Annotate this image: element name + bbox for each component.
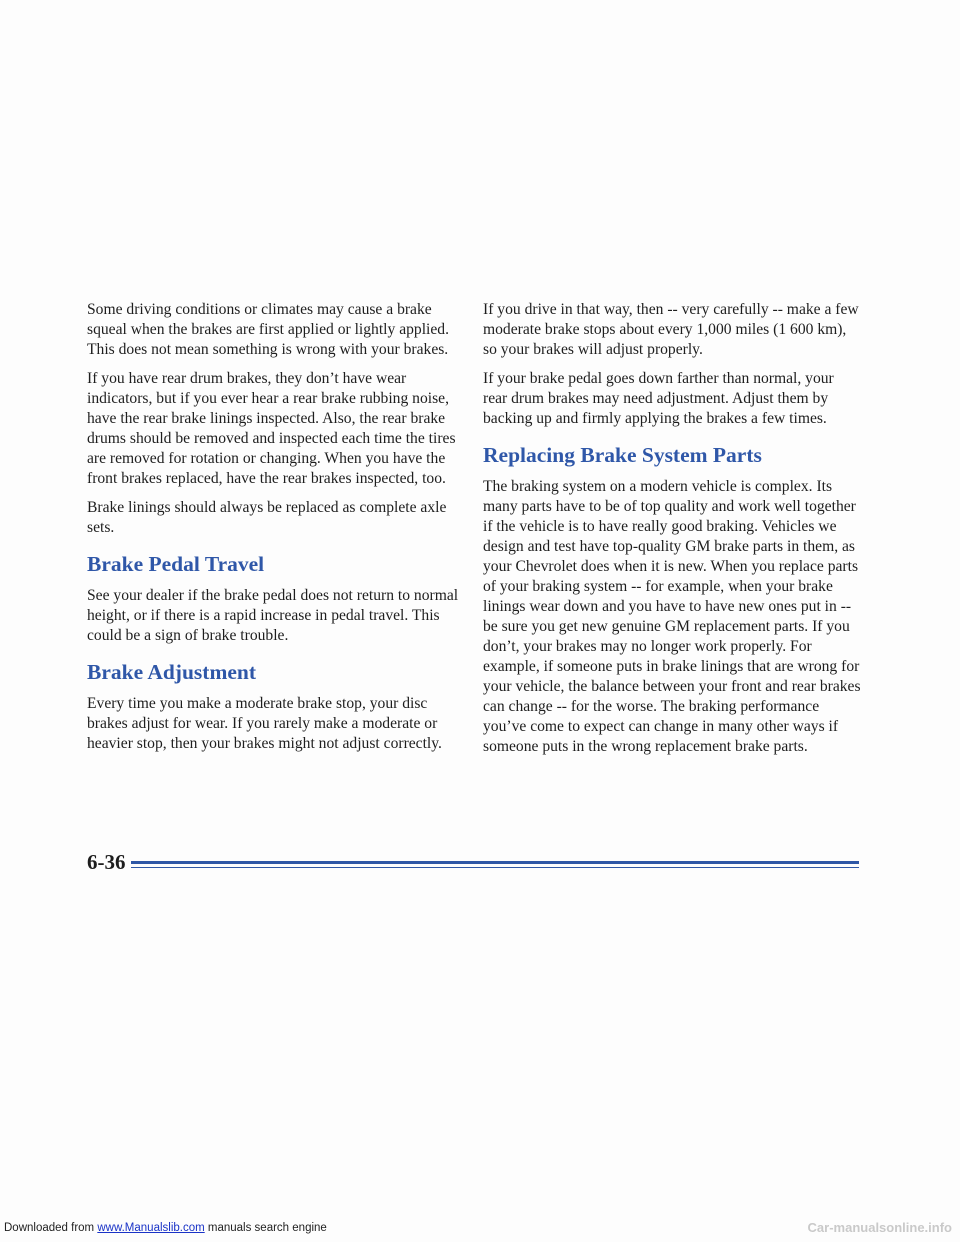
- heading-brake-pedal-travel: Brake Pedal Travel: [87, 552, 265, 576]
- watermark-prefix: Downloaded from: [4, 1222, 98, 1234]
- footer-rule-thick: [131, 861, 859, 864]
- heading-replacing-parts: Replacing Brake System Parts: [483, 443, 762, 467]
- manualslib-link[interactable]: www.Manualslib.com: [97, 1222, 205, 1234]
- site-watermark: Car-manualsonline.info: [807, 1220, 952, 1235]
- footer-rule-thin: [131, 867, 859, 868]
- paragraph-brake-squeal: Some driving conditions or climates may cause a brake squeal when the brakes are first applied or lightly applied. This does not mean something is wrong with your brakes.: [87, 301, 450, 358]
- page-number: 6-36: [87, 850, 126, 874]
- paragraph-brake-adjustment: Every time you make a moderate brake stop, your disc brakes adjust for wear. If you rarely make a moderate or heavier stop, then your brakes might not adjust correctly.: [87, 695, 442, 752]
- right-column: [483, 300, 861, 766]
- page-footer: [87, 848, 867, 884]
- heading-brake-adjustment: Brake Adjustment: [87, 660, 257, 684]
- paragraph-braking-system: The braking system on a modern vehicle is complex. Its many parts have to be of top quality and work well together if the vehicle is to have really good braking. Vehicles we design and test have top-quality GM brake parts in them, as your Chevrolet does when it is new. When you replace parts of your braking system -- for example, when your brake linings wear down and you have to have new ones put in -- be sure you get new genuine GM replacement parts. If you don’t, your brakes may no longer work properly. For example, if someone puts in brake linings that are wrong for your vehicle, the balance between your front and rear brakes can change -- for the worse. The braking performance you’ve come to expect can change in many other ways if someone puts in the wrong replacement brake parts.: [483, 478, 861, 755]
- paragraph-brake-linings: Brake linings should always be replaced as complete axle sets.: [87, 499, 447, 536]
- download-watermark: [4, 1222, 327, 1234]
- paragraph-moderate-stops: If you drive in that way, then -- very carefully -- make a few moderate brake stops about every 1,000 miles (1 600 km), so your brakes will adjust properly.: [483, 301, 859, 358]
- paragraph-pedal-farther: If your brake pedal goes down farther than normal, your rear drum brakes may need adjustment. Adjust them by backing up and firmly applying the brakes a few times.: [483, 370, 834, 427]
- paragraph-pedal-travel: See your dealer if the brake pedal does not return to normal height, or if there is a rapid increase in pedal travel. This could be a sign of brake trouble.: [87, 587, 459, 644]
- paragraph-rear-drum-brakes: If you have rear drum brakes, they don’t have wear indicators, but if you ever hear a rear brake rubbing noise, have the rear brake linings inspected. Also, the rear brake drums should be removed and inspected each time the tires are removed for rotation or changing. When you have the front brakes replaced, have the rear brakes inspected, too.: [87, 370, 456, 487]
- left-column: [87, 300, 467, 763]
- watermark-suffix: manuals search engine: [204, 1222, 327, 1234]
